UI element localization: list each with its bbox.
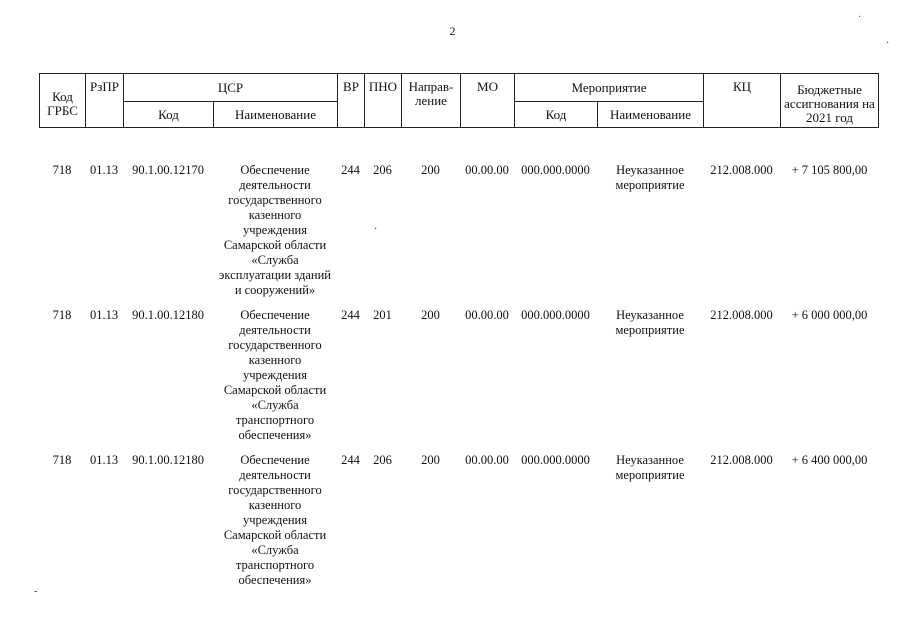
csr-code-cell: 90.1.00.12180: [132, 453, 204, 467]
csr-name-cell: Обеспечение деятельности государственного казенного учреждения Самарской области «Служба транспортного обеспечения»: [223, 308, 327, 442]
scan-speck: -: [34, 586, 38, 597]
scan-speck: ·: [858, 12, 862, 23]
napr-cell: 200: [421, 163, 440, 177]
amount-cell: + 6 400 000,00: [791, 453, 868, 467]
kc-cell: 212.008.000: [710, 453, 773, 467]
pno-cell: 206: [373, 163, 392, 177]
header-csr-name: Наименование: [214, 102, 338, 128]
amount-cell: + 7 105 800,00: [791, 163, 868, 177]
mo-cell: 00.00.00: [465, 453, 509, 467]
header-kc: КЦ: [704, 74, 781, 128]
event-code-cell: 000.000.0000: [521, 308, 590, 322]
table-body: [39, 163, 879, 593]
kc-cell: 212.008.000: [710, 163, 773, 177]
table-row: [39, 308, 879, 453]
scan-speck: ·: [374, 224, 378, 235]
event-name-cell: Неуказанное мероприятие: [615, 308, 685, 337]
kc-cell: 212.008.000: [710, 308, 773, 322]
header-napr: Направ-ление: [402, 74, 461, 128]
grbs-cell: 718: [52, 163, 72, 177]
csr-code-cell: 90.1.00.12180: [132, 308, 204, 322]
event-name-cell: Неуказанное мероприятие: [615, 163, 685, 192]
pno-cell: 201: [373, 308, 392, 322]
event-name-cell: Неуказанное мероприятие: [615, 453, 685, 482]
rzpr-cell: 01.13: [89, 453, 119, 467]
header-event: Мероприятие: [515, 74, 704, 102]
csr-code-cell: 90.1.00.12170: [132, 163, 204, 177]
header-csr-code: Код: [124, 102, 214, 128]
event-code-cell: 000.000.0000: [521, 453, 590, 467]
napr-cell: 200: [421, 308, 440, 322]
vr-cell: 244: [341, 163, 360, 177]
grbs-cell: 718: [52, 453, 72, 467]
header-pno: ПНО: [365, 74, 402, 128]
grbs-cell: 718: [52, 308, 72, 322]
table-row: [39, 163, 879, 308]
header-budget: Бюджетные ассигнования на 2021 год: [781, 74, 879, 128]
event-code-cell: 000.000.0000: [521, 163, 590, 177]
rzpr-cell: 01.13: [89, 163, 119, 177]
mo-cell: 00.00.00: [465, 163, 509, 177]
header-rzpr: РзПР: [86, 74, 124, 128]
header-csr: ЦСР: [124, 74, 338, 102]
header-event-code: Код: [515, 102, 598, 128]
napr-cell: 200: [421, 453, 440, 467]
csr-name-cell: Обеспечение деятельности государственного казенного учреждения Самарской области «Служба транспортного обеспечения»: [223, 453, 327, 587]
rzpr-cell: 01.13: [89, 308, 119, 322]
header-grbs: Код ГРБС: [40, 74, 86, 128]
header-vr: ВР: [338, 74, 365, 128]
amount-cell: + 6 000 000,00: [791, 308, 868, 322]
vr-cell: 244: [341, 453, 360, 467]
header-event-name: Наименование: [598, 102, 704, 128]
mo-cell: 00.00.00: [465, 308, 509, 322]
header-mo: МО: [461, 74, 515, 128]
table-header: [39, 73, 879, 128]
page-number: 2: [449, 24, 456, 38]
scan-speck: ·: [886, 38, 890, 49]
vr-cell: 244: [341, 308, 360, 322]
csr-name-cell: Обеспечение деятельности государственного казенного учреждения Самарской области «Служба эксплуатации зданий и сооружений»: [219, 163, 331, 297]
pno-cell: 206: [373, 453, 392, 467]
table-row: [39, 453, 879, 593]
